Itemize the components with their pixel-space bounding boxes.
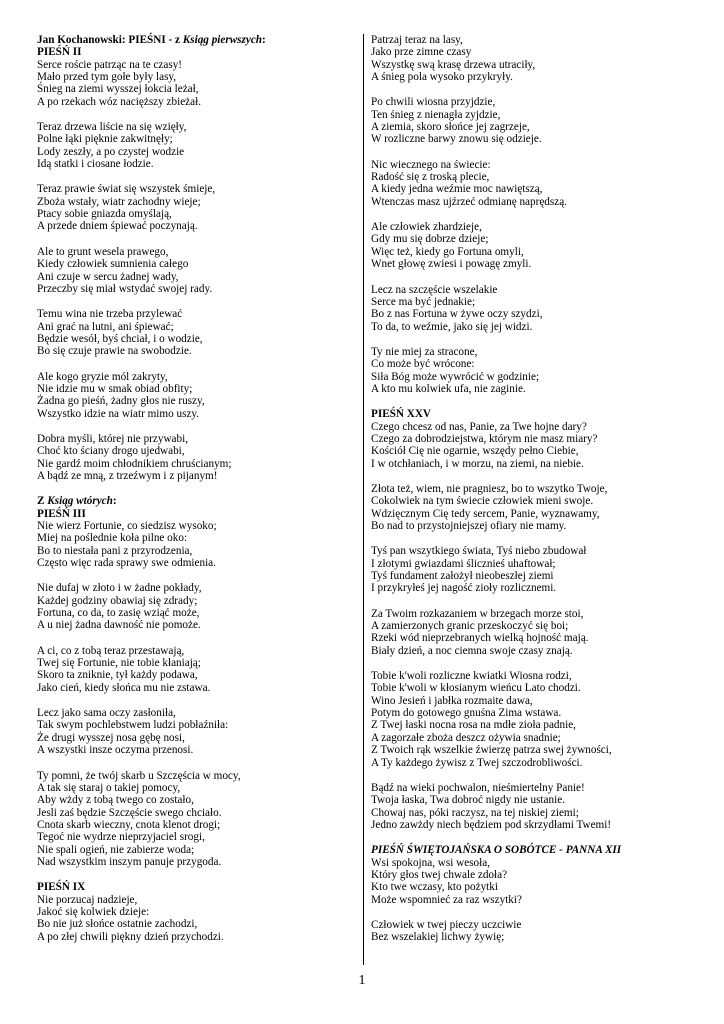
verse-line: Tyś fundament założył nieobeszłej ziemi <box>371 570 554 583</box>
verse-line: Potym do gotowego gnuśna Zima wstawa. <box>371 707 562 720</box>
verse-line: Cnota skarb wieczny, cnota klenot drogi; <box>37 818 221 831</box>
page-number: 1 <box>358 973 366 988</box>
verse-line: Wszystkę swą krasę drzewa utraciły, <box>371 58 536 71</box>
verse-line: Tobie k'woli rozliczne kwiatki Wiosna rodzi, <box>371 670 572 683</box>
verse-line: Tobie k'woli w kłosianym wieńcu Lato chodzi. <box>371 682 581 695</box>
verse-line: Temu wina nie trzeba przylewać <box>37 308 183 321</box>
verse-line: Za Twoim rozkazaniem w brzegach morze stoi, <box>371 607 584 620</box>
document-header <box>37 34 357 46</box>
verse-line: A kiedy jedna weźmie moc nawiętszą, <box>371 183 543 196</box>
verse-line: Idą statki i ciosane łodzie. <box>37 158 154 171</box>
verse-line: Kościół Cię nie ogarnie, wszędy pełno Ciebie, <box>371 445 579 458</box>
verse-line: A przede dniem śpiewać poczynają. <box>37 220 198 233</box>
verse-line: Bo się czuje prawie na swobodzie. <box>37 345 192 358</box>
verse-line: Wszystko idzie na wiatr mimo uszy. <box>37 407 200 420</box>
header-author: Jan Kochanowski: PIEŚNI - z <box>37 34 183 46</box>
verse-line: W rozliczne barwy znowu się odzieje. <box>371 133 542 146</box>
book-heading-title: Ksiąg wtórych <box>47 495 113 508</box>
verse-line: Ani grać na lutni, ani śpiewać; <box>37 320 174 333</box>
verse-line: Nic wiecznego na świecie: <box>371 158 491 171</box>
stanza <box>371 96 691 145</box>
stanza <box>37 645 357 694</box>
verse-line: Tak swym pochlebstwem ludzi pobłaźniła: <box>37 719 229 732</box>
stanza <box>371 608 691 657</box>
verse-line: I złotymi gwiazdami ślicznieś uhaftował; <box>371 557 556 570</box>
verse-line: Rzeki wód nieprzebranych wielką hojność mają. <box>371 632 589 645</box>
stanza <box>37 894 357 943</box>
stanza <box>37 520 357 569</box>
verse-line: Ty pomni, że twój skarb u Szczęścia w mocy, <box>37 769 241 782</box>
stanza <box>371 483 691 532</box>
verse-line: Twej się Fortunie, nie tobie kłaniają; <box>37 657 201 670</box>
stanza <box>371 421 691 470</box>
verse-line: Śnieg na ziemi wysszej łokcia leżał, <box>37 83 199 96</box>
verse-line: Fortuna, co da, to zasię wziąć może, <box>37 607 200 620</box>
verse-line: A po złej chwili piękny dzień przychodzi. <box>37 930 224 943</box>
verse-line: Jako cień, kiedy słońca mu nie zstawa. <box>37 681 211 694</box>
verse-line: A ziemia, skoro słońce jej zagrzeje, <box>371 121 530 134</box>
stanza <box>371 545 691 594</box>
verse-line: Nie porzucaj nadzieje, <box>37 893 138 906</box>
verse-line: Jedno zawżdy niech będziem pod skrzydłami Twemi! <box>371 818 612 831</box>
book-heading-prefix: Z <box>37 495 48 508</box>
verse-line: Że drugi wysszej nosa gębę nosi, <box>37 731 185 744</box>
verse-line: Który głos twej chwale zdoła? <box>371 868 508 881</box>
song-title: PIEŚŃ III <box>37 507 86 520</box>
verse-line: Będzie wesół, byś chciał, i o wodzie, <box>37 332 203 345</box>
verse-line: Człowiek w twej pieczy uczciwie <box>371 918 522 931</box>
verse-line: Teraz drzewa liście na się wzięły, <box>37 121 187 134</box>
verse-line: Kto twe wczasy, kto pożytki <box>371 881 498 894</box>
stanza <box>371 857 691 906</box>
verse-line: Ty nie miej za stracone, <box>371 345 478 358</box>
verse-line: Nie dufaj w złoto i w żadne pokłady, <box>37 582 202 595</box>
verse-line: Patrzaj teraz na lasy, <box>371 34 463 46</box>
verse-line: Bez wszelakiej lichwy żywię; <box>371 931 505 944</box>
verse-line: Jako prze zimne czasy <box>371 46 472 59</box>
header-colon: : <box>262 34 266 46</box>
verse-line: A zamierzonych granic przeskoczyć się boi; <box>371 620 569 633</box>
song-title: PIEŚŃ IX <box>37 881 86 894</box>
verse-line: Czego chcesz od nas, Panie, za Twe hojne dary? <box>371 420 587 433</box>
verse-line: Wsi spokojna, wsi wesoła, <box>371 856 491 869</box>
column-divider <box>363 34 364 965</box>
song-title: PIEŚŃ XXV <box>371 408 431 421</box>
verse-line: Teraz prawie świat się wszystek śmieje, <box>37 183 216 196</box>
verse-line: Ani czuje w sercu żadnej wady, <box>37 270 179 283</box>
stanza <box>371 346 691 395</box>
verse-line: Serce ma być jednakie; <box>371 295 476 308</box>
verse-line: Wnet głowę zwiesi i powagę zmyli. <box>371 258 532 271</box>
left-column <box>37 34 357 943</box>
verse-line: Lecz na szczęście wszelakie <box>371 283 498 296</box>
stanza <box>37 371 357 420</box>
verse-line: Biały dzień, a noc ciemna swoje czasy znają. <box>371 644 573 657</box>
stanza <box>371 221 691 270</box>
verse-line: Tyś pan wszytkiego świata, Tyś niebo zbudował <box>371 545 587 558</box>
verse-line: Często więc rada sprawy swe odmienia. <box>37 557 216 570</box>
verse-line: Ptacy sobie gniazda omyślają, <box>37 208 172 221</box>
verse-line: Ten śnieg z nienagła zyjdzie, <box>371 108 501 121</box>
verse-line: Nad wszystkim inszym panuje przygoda. <box>37 855 222 868</box>
stanza <box>371 919 691 944</box>
book-heading <box>37 495 357 507</box>
stanza <box>371 284 691 333</box>
verse-line: A ci, co z tobą teraz przestawają, <box>37 644 185 657</box>
verse-line: I w otchłaniach, i w morzu, na ziemi, na niebie. <box>371 457 584 470</box>
verse-line: Wino Jesień i jabłka rozmaite dawa, <box>371 694 533 707</box>
verse-line: A wszystki insze oczyma przenosi. <box>37 744 194 757</box>
verse-line: Lody zeszły, a po czystej wodzie <box>37 145 185 158</box>
verse-line: Polne łąki pięknie zakwitnęły; <box>37 133 173 146</box>
verse-line: Co może być wrócone: <box>371 358 475 371</box>
stanza <box>37 707 357 756</box>
verse-line: Nie gardź moim chłodnikiem chruścianym; <box>37 457 232 470</box>
verse-line: Nie wierz Fortunie, co siedzisz wysoko; <box>37 520 217 532</box>
verse-line: Jesli zaś będzie Szczęście swego chciało. <box>37 806 222 819</box>
verse-line: A u niej żadna dawność nie pomoże. <box>37 619 201 632</box>
verse-line: Ale człowiek zhardzieje, <box>371 221 482 234</box>
stanza <box>37 246 357 295</box>
verse-line: Bądź na wieki pochwalon, nieśmiertelny Panie! <box>371 781 585 794</box>
stanza <box>37 433 357 482</box>
verse-line: Lecz jako sama oczy zasłoniła, <box>37 707 176 720</box>
song-title: PIEŚŃ II <box>37 46 82 59</box>
verse-line: Siła Bóg może wywrócić w godzinie; <box>371 370 540 383</box>
verse-line: Choć kto ściany drogo ujedwabi, <box>37 445 185 458</box>
stanza <box>37 582 357 631</box>
verse-line: A tak się staraj o takiej pomocy, <box>37 781 181 794</box>
verse-line: A śnieg pola wysoko przykryły. <box>371 71 513 84</box>
verse-line: A zagorzałe zboża deszcz ożywia snadnie; <box>371 731 561 744</box>
verse-line: Więc też, kiedy go Fortuna omyli, <box>371 245 524 258</box>
verse-line: A kto mu kolwiek ufa, nie zaginie. <box>371 382 526 395</box>
verse-line: Skoro ta zniknie, tył każdy podawa, <box>37 669 198 682</box>
verse-line: Twoja łaska, Twa dobroć nigdy nie ustanie. <box>371 794 565 807</box>
header-book-title: Ksiąg pierwszych <box>182 34 263 46</box>
verse-line: Zboża wstały, wiatr zachodny wieje; <box>37 195 201 208</box>
verse-line: Z Twej łaski nocna rosa na mdłe zioła padnie, <box>371 719 576 732</box>
verse-line: Złota też, wiem, nie pragniesz, bo to wszytko Twoje, <box>371 482 608 495</box>
verse-line: Kiedy człowiek sumnienia całego <box>37 258 189 271</box>
verse-line: Może wspomnieć za raz wszytki? <box>371 893 522 906</box>
right-column <box>371 34 691 944</box>
verse-line: Bo to niestała pani z przyrodzenia, <box>37 544 193 557</box>
stanza <box>371 670 691 769</box>
verse-line: Serce roście patrząc na te czasy! <box>37 58 183 71</box>
verse-line: Miej na poślednie koła pilne oko: <box>37 532 188 545</box>
stanza <box>37 770 357 869</box>
verse-line: Gdy mu się dobrze dzieje; <box>371 233 489 246</box>
verse-line: Ale to grunt wesela prawego, <box>37 245 169 258</box>
verse-line: Radość się z troską plecie, <box>371 171 490 184</box>
verse-line: Chowaj nas, póki raczysz, na tej niskiej ziemi; <box>371 806 579 819</box>
verse-line: Wtenczas masz ujźrzeć odmianę naprędszą. <box>371 195 567 208</box>
verse-line: Tegoć nie wydrze nieprzyjaciel srogi, <box>37 831 205 844</box>
verse-line: Czego za dobrodziejstwa, którym nie masz miary? <box>371 432 598 445</box>
stanza <box>371 159 691 208</box>
verse-line: Ale kogo gryzie mól zakryty, <box>37 370 168 383</box>
verse-line: Cokolwiek na tym świecie człowiek mieni swoje. <box>371 495 594 508</box>
verse-line: Aby wżdy z tobą twego co zostało, <box>37 794 194 807</box>
verse-line: To da, to weźmie, jako się jej widzi. <box>371 320 533 333</box>
stanza <box>371 782 691 831</box>
stanza <box>37 121 357 170</box>
verse-line: Wdzięcznym Cię tedy sercem, Panie, wyznawamy, <box>371 507 600 520</box>
verse-line: Z Twoich rąk wszelkie źwierzę patrza swej żywności, <box>371 744 612 757</box>
stanza <box>37 59 357 108</box>
stanza <box>37 183 357 232</box>
verse-line: Żadna go pieśń, żadny głos nie ruszy, <box>37 395 205 408</box>
verse-line: Po chwili wiosna przyjdzie, <box>371 96 496 109</box>
verse-line: Dobra myśli, której nie przywabi, <box>37 432 188 445</box>
stanza <box>37 308 357 357</box>
song-title: PIEŚŃ ŚWIĘTOJAŃSKA O SOBÓTCE - PANNA XII <box>371 844 622 857</box>
stanza <box>371 34 691 83</box>
verse-line: Przeczby się miał wstydać swojej rady. <box>37 282 213 295</box>
verse-line: I przykryłeś jej nagość zioły rozlicznemi. <box>371 582 557 595</box>
verse-line: Mało przed tym gołe były lasy, <box>37 71 177 84</box>
verse-line: Bo nad to przystojniejszej ofiary nie mamy. <box>371 520 567 532</box>
verse-line: A Ty każdego żywisz z Twej szczodrobliwości. <box>371 756 583 769</box>
verse-line: A po rzekach wóz nacięższy zbieżał. <box>37 95 201 108</box>
verse-line: A bądź ze mną, z trzeźwym i z pijanym! <box>37 469 218 482</box>
verse-line: Nie idzie mu w smak obiad obfity; <box>37 382 193 395</box>
verse-line: Bo z nas Fortuna w żywe oczy szydzi, <box>371 308 543 321</box>
verse-line: Każdej godziny obawiaj się zdrady; <box>37 594 198 607</box>
book-heading-colon: : <box>112 495 117 508</box>
verse-line: Jakoć się kolwiek dzieje: <box>37 905 150 918</box>
verse-line: Nie spali ogień, nie zabierze woda; <box>37 843 195 856</box>
verse-line: Bo nie już słońce ostatnie zachodzi, <box>37 918 198 931</box>
